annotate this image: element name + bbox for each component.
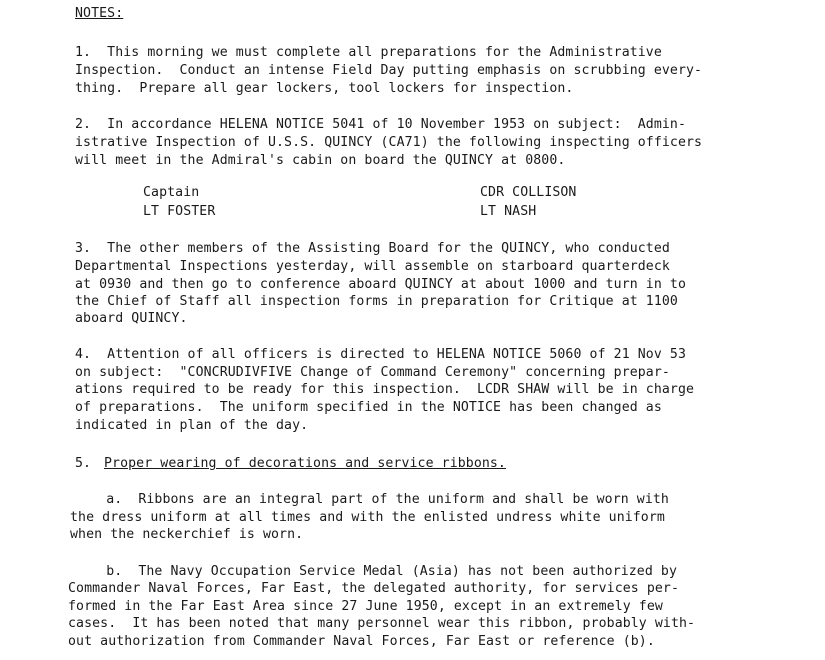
paragraph-5-number: 5.	[75, 456, 92, 471]
officer-name: Captain	[143, 185, 200, 200]
paragraph-4-line: 4. Attention of all officers is directed to HELENA NOTICE 5060 of 21 Nov 53	[75, 347, 687, 362]
notes-heading: NOTES:	[75, 6, 124, 21]
paragraph-5b-line: b. The Navy Occupation Service Medal (Asia) has not been authorized by	[66, 564, 678, 579]
paragraph-1-line: 1. This morning we must complete all preparations for the Administrative	[75, 45, 662, 60]
paragraph-3-line: aboard QUINCY.	[75, 311, 188, 326]
paragraph-4-line: on subject: "CONCRUDIVFIVE Change of Command Ceremony" concerning prepar-	[75, 365, 670, 380]
officer-name: LT NASH	[480, 204, 537, 219]
paragraph-3-line: the Chief of Staff all inspection forms in preparation for Critique at 1100	[75, 294, 678, 309]
paragraph-1-line: thing. Prepare all gear lockers, tool lockers for inspection.	[75, 81, 574, 96]
paragraph-4-line: ations required to be ready for this inspection. LCDR SHAW will be in charge	[75, 382, 695, 397]
paragraph-4-line: of preparations. The uniform specified in the NOTICE has been changed as	[75, 400, 662, 415]
paragraph-1-line: Inspection. Conduct an intense Field Day putting emphasis on scrubbing every-	[75, 63, 703, 78]
paragraph-4-line: indicated in plan of the day.	[75, 418, 309, 433]
paragraph-3-line: 3. The other members of the Assisting Board for the QUINCY, who conducted	[75, 241, 670, 256]
officer-name: LT FOSTER	[143, 204, 216, 219]
paragraph-5b-line: cases. It has been noted that many personnel wear this ribbon, probably with-	[68, 616, 696, 631]
paragraph-2-line: will meet in the Admiral's cabin on board the QUINCY at 0800.	[75, 153, 566, 168]
paragraph-5a-line: a. Ribbons are an integral part of the uniform and shall be worn with	[66, 492, 669, 507]
officer-name: CDR COLLISON	[480, 185, 577, 200]
paragraph-3-line: at 0930 and then go to conference aboard QUINCY at about 1000 and turn in to	[75, 277, 687, 292]
paragraph-5b-line: Commander Naval Forces, Far East, the delegated authority, for services per-	[68, 581, 680, 596]
paragraph-5b-line: out authorization from Commander Naval Forces, Far East or reference (b).	[68, 634, 655, 649]
paragraph-2-line: 2. In accordance HELENA NOTICE 5041 of 10 November 1953 on subject: Admin-	[75, 117, 687, 132]
paragraph-5a-line: when the neckerchief is worn.	[70, 527, 304, 542]
paragraph-5a-line: the dress uniform at all times and with the enlisted undress white uniform	[70, 510, 665, 525]
paragraph-2-line: istrative Inspection of U.S.S. QUINCY (CA71) the following inspecting officers	[75, 135, 703, 150]
paragraph-5-title: Proper wearing of decorations and service ribbons.	[104, 456, 506, 471]
paragraph-3-line: Departmental Inspections yesterday, will assemble on starboard quarterdeck	[75, 259, 670, 274]
paragraph-5b-line: formed in the Far East Area since 27 June 1950, except in an extremely few	[68, 599, 663, 614]
